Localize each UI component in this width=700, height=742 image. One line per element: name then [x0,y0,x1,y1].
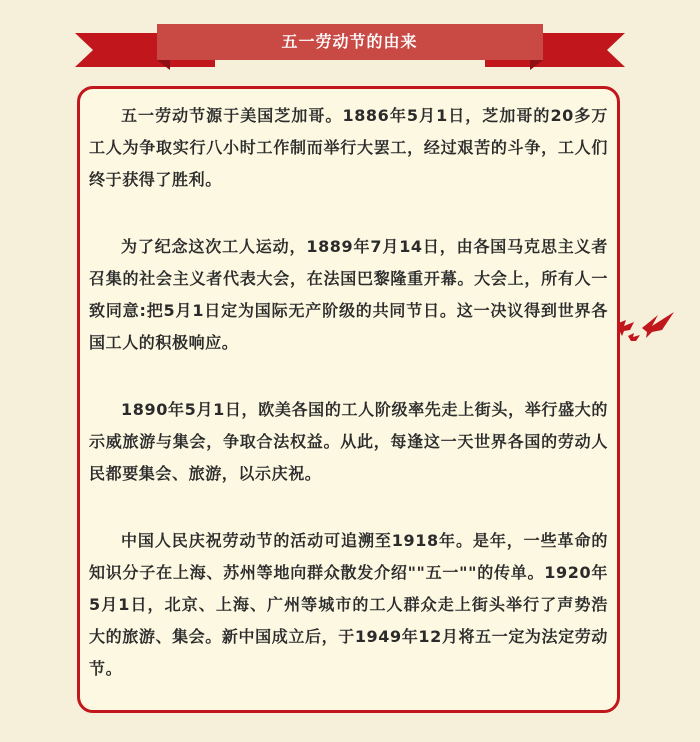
paragraph: 中国人民庆祝劳动节的活动可追溯至1918年。是年，一些革命的知识分子在上海、苏州等地向群众散发介绍""五一""的传单。1920年5月1日，北京、上海、广州等城市的工人群众走上街头举行了声势浩大的旅游、集会。新中国成立后，于1949年12月将五一定为法定劳动节。 [89,531,608,678]
doves-icon [612,306,676,354]
paragraph: 1890年5月1日，欧美各国的工人阶级率先走上街头，举行盛大的示威旅游与集会，争取合法权益。从此，每逢这一天世界各国的劳动人民都要集会、旅游，以示庆祝。 [89,400,608,483]
article-card [77,86,620,713]
title-banner [0,0,700,80]
paragraph: 五一劳动节源于美国芝加哥。1886年5月1日，芝加哥的20多万工人为争取实行八小时工作制而举行大罢工，经过艰苦的斗争，工人们终于获得了胜利。 [89,106,608,189]
article-body [89,100,608,720]
paragraph: 为了纪念这次工人运动，1889年7月14日，由各国马克思主义者召集的社会主义者代表大会，在法国巴黎隆重开幕。大会上，所有人一致同意:把5月1日定为国际无产阶级的共同节日。这一决议得到世界各国工人的积极响应。 [89,237,608,352]
page-title: 五一劳动节的由来 [281,32,418,51]
